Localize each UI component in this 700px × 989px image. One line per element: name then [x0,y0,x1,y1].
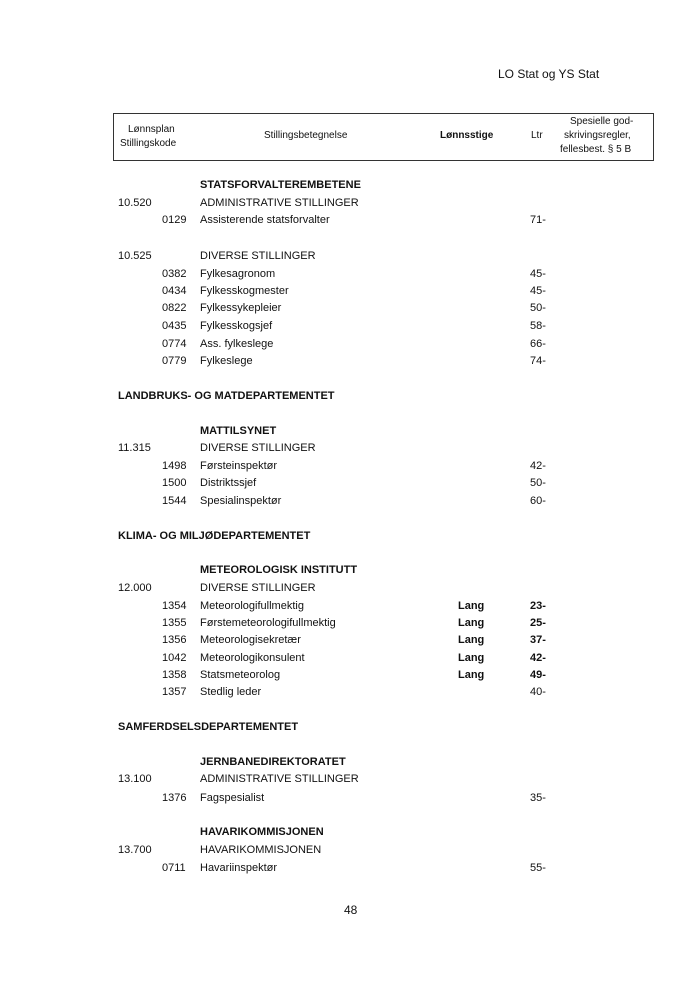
column-header-box [113,113,654,161]
position-code: 0382 [162,268,187,280]
col-ladder: Lønnsstige [440,130,494,141]
position-title: Stedlig leder [200,686,262,698]
position-code: 1042 [162,652,187,664]
position-code: 0774 [162,338,187,350]
document-header-title: LO Stat og YS Stat [498,67,600,81]
position-ladder: Lang [458,669,485,681]
col-code-line2: Stillingskode [120,138,177,149]
position-title: Fylkesskogmester [200,285,289,297]
position-ltr: 35- [530,792,546,804]
page-number: 48 [344,903,358,917]
col-title: Stillingsbetegnelse [264,130,348,141]
position-code: 0435 [162,320,187,332]
group-name: ADMINISTRATIVE STILLINGER [200,197,359,209]
department-heading: LANDBRUKS- OG MATDEPARTEMENTET [118,390,335,402]
position-title: Fagspesialist [200,792,265,804]
group-name: HAVARIKOMMISJONEN [200,844,322,856]
position-code: 1498 [162,460,187,472]
section-heading: JERNBANEDIREKTORATET [200,756,346,768]
position-ladder: Lang [458,634,485,646]
position-title: Ass. fylkeslege [200,338,274,350]
position-code: 1376 [162,792,187,804]
position-title: Fylkesagronom [200,268,276,280]
position-ladder: Lang [458,600,485,612]
plan-code: 12.000 [118,582,152,594]
position-ltr: 40- [530,686,546,698]
position-title: Fylkessykepleier [200,302,282,314]
position-code: 1544 [162,495,187,507]
position-code: 1357 [162,686,187,698]
section-heading: HAVARIKOMMISJONEN [200,826,324,838]
position-title: Førsteinspektør [200,460,278,472]
position-title: Spesialinspektør [200,495,282,507]
plan-code: 11.315 [118,442,151,454]
position-ltr: 42- [530,652,546,664]
group-name: DIVERSE STILLINGER [200,442,316,454]
position-title: Fylkeslege [200,355,253,367]
position-title: Førstemeteorologifullmektig [200,617,336,629]
position-title: Statsmeteorolog [200,669,281,681]
position-ladder: Lang [458,617,485,629]
col-special-line2: skrivingsregler, [564,130,631,141]
plan-code: 10.525 [118,250,152,262]
position-code: 1354 [162,600,187,612]
plan-code: 13.700 [118,844,152,856]
position-code: 0434 [162,285,187,297]
section-heading: MATTILSYNET [200,425,277,437]
position-code: 1355 [162,617,187,629]
position-title: Meteorologifullmektig [200,600,304,612]
position-ltr: 25- [530,617,546,629]
position-ltr: 60- [530,495,546,507]
group-name: DIVERSE STILLINGER [200,582,316,594]
section-heading: METEOROLOGISK INSTITUTT [200,564,358,576]
position-ltr: 45- [530,285,546,297]
position-ltr: 49- [530,669,546,681]
position-ladder: Lang [458,652,485,664]
group-name: ADMINISTRATIVE STILLINGER [200,773,359,785]
position-ltr: 66- [530,338,546,350]
position-title: Havariinspektør [200,862,278,874]
position-ltr: 74- [530,355,546,367]
plan-code: 13.100 [118,773,152,785]
col-ltr: Ltr [531,130,543,141]
section-heading: STATSFORVALTEREMBETENE [200,179,361,191]
position-ltr: 23- [530,600,546,612]
position-ltr: 55- [530,862,546,874]
position-code: 1358 [162,669,187,681]
position-ltr: 45- [530,268,546,280]
group-name: DIVERSE STILLINGER [200,250,316,262]
plan-code: 10.520 [118,197,152,209]
position-code: 0711 [162,862,186,874]
department-heading: SAMFERDSELSDEPARTEMENTET [118,721,299,733]
col-special-line3: fellesbest. § 5 B [560,144,632,155]
position-ltr: 42- [530,460,546,472]
col-code-line1: Lønnsplan [128,124,175,135]
department-heading: KLIMA- OG MILJØDEPARTEMENTET [118,530,311,542]
position-title: Distriktssjef [200,477,257,489]
position-code: 0822 [162,302,187,314]
position-ltr: 37- [530,634,546,646]
position-ltr: 58- [530,320,546,332]
position-code: 1356 [162,634,187,646]
position-title: Meteorologisekretær [200,634,301,646]
col-special-line1: Spesielle god- [570,116,634,127]
position-title: Meteorologikonsulent [200,652,305,664]
position-ltr: 50- [530,302,546,314]
position-code: 0779 [162,355,187,367]
position-ltr: 71- [530,214,546,226]
position-title: Assisterende statsforvalter [200,214,330,226]
position-code: 0129 [162,214,187,226]
position-title: Fylkesskogsjef [200,320,273,332]
position-ltr: 50- [530,477,546,489]
position-code: 1500 [162,477,187,489]
